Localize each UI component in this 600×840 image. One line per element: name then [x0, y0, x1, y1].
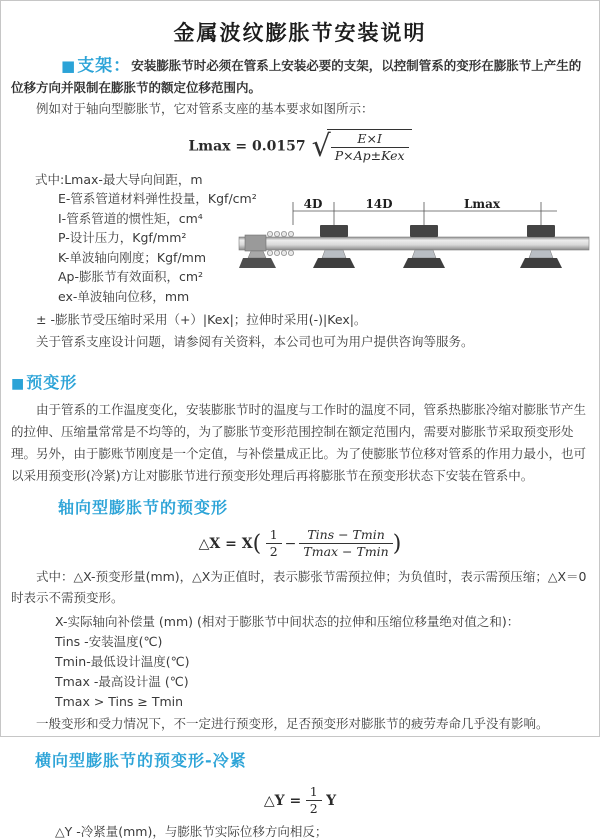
axial-note-line: 一般变形和受力情况下，不一定进行预变形，足否预变形对膨胀节的疲劳寿命几乎没有影响。	[36, 715, 549, 731]
predeform-heading-label: 预变形	[26, 372, 78, 392]
dimension-lines	[293, 202, 557, 225]
lateral-predeform-heading: 横向型膨胀节的预变形-冷紧	[35, 750, 247, 770]
definition-line: P-设计压力，Kgf/mm²	[58, 230, 187, 246]
support-heading-label: 支架：	[77, 56, 132, 76]
lateral-note-line: △Y -冷紧量(mm)，与膨胀节实际位移方向相反；	[55, 824, 328, 840]
temperature-denominator: Tmax − Tmin	[303, 544, 389, 560]
definition-line: K-单波轴向刚度；Kgf/mm	[58, 249, 206, 265]
half-fraction	[266, 528, 282, 560]
axial-note-line: Tmin-最低设计温度(℃)	[55, 653, 190, 669]
axial-note-line: Tins -安装温度(℃)	[55, 633, 163, 649]
lateral-formula-rhs: Y	[326, 792, 337, 809]
axial-formula-lhs: △X = X	[198, 535, 253, 552]
lateral-formula-lhs: △Y =	[263, 792, 302, 809]
axial-notes-block	[11, 566, 589, 734]
axial-note-line: Tmax -最高设计温 (℃)	[55, 673, 189, 689]
axial-predeform-heading: 轴向型膨胀节的预变形	[58, 497, 229, 517]
temperature-fraction	[299, 528, 392, 560]
axial-note-line: X-实际轴向补偿量 (mm) (相对于膨胀节中间状态的拉伸和压缩位移量绝对值之和)：	[55, 613, 520, 629]
pipe-support-diagram	[239, 195, 589, 295]
temperature-numerator: Tins − Tmin	[299, 528, 392, 544]
half-denominator: 2	[269, 544, 278, 560]
half-numerator: 1	[266, 528, 282, 544]
lateral-half-numerator: 1	[306, 785, 322, 801]
section-square-icon: ■	[11, 375, 26, 392]
lmax-formula-lhs: Lmax = 0.0157	[188, 138, 306, 155]
dim-label-lmax: Lmax	[463, 196, 501, 211]
definitions-and-diagram-row	[11, 170, 589, 308]
predeform-section-heading	[11, 370, 589, 393]
radicand	[327, 129, 412, 164]
predeform-body-paragraph: 由于管系的工作温度变化，安装膨胀节时的温度与工作时的温度不同，管系热膨胀冷缩对膨胀节产生的拉伸、压缩量常常是不均等的，为了膨胀节变形范围控制在额定范围内，需要对膨胀节采取预变形处理。另外，由于膨账节刚度是一个定值，与补偿量成正比。为了使膨胀节位移对管系的作用力最小，也可以采用预变形(冷紧)方让对膨胀节进行预变形处理后再将膨胀节在预变形状态下安装在管系中。	[11, 401, 587, 483]
support-section-heading	[61, 56, 131, 76]
definition-line: ex-单波轴向位移，mm	[58, 288, 190, 304]
page-title: 金属波纹膨胀节安装说明	[173, 21, 427, 45]
minus-operator: −	[284, 535, 297, 552]
support-intro-text: 安装膨胀节时必须在管系上安装必要的支架，以控制管系的变形在膨胀节上产生的位移方向并限制在膨胀节的额定位移范围内。	[11, 58, 582, 95]
dim-label-14d: 14D	[365, 196, 393, 211]
axial-note-line: 式中：△X-预变形量(mm)，△X为正值时，表示膨张节需预拉伸；为负值时，表示需预压缩；△X＝0时表示不需预变形。	[11, 568, 587, 605]
section-square-icon: ■	[61, 57, 77, 75]
lateral-half-denominator: 2	[309, 800, 318, 816]
consult-note-line: 关于管系支座设计问题，请参阅有关资料，本公司也可为用户提供咨询等服务。	[36, 333, 474, 349]
sqrt-symbol: √	[311, 128, 331, 164]
lateral-half-fraction	[306, 785, 322, 817]
definition-line: 式中:Lmax-最大导向间距，m	[35, 171, 203, 187]
kex-note-line: ± -膨胀节受压缩时采用（+）|Kex|；拉伸时采用(-)|Kex|。	[36, 311, 367, 327]
right-paren: )	[392, 531, 402, 557]
lmax-formula	[11, 129, 589, 164]
left-paren: (	[252, 531, 262, 557]
definition-line: E-管系管道材料弹性投量，Kgf/cm²	[58, 191, 257, 207]
lmax-fraction-denominator: P×Ap±Kex	[334, 148, 405, 164]
dim-label-4d: 4D	[303, 196, 323, 211]
lmax-fraction-numerator: E×I	[331, 132, 409, 148]
axial-formula	[11, 528, 589, 560]
support-example-line: 例如对于轴向型膨胀节，它对管系支座的基本要求如图所示：	[36, 101, 374, 116]
pipe	[239, 237, 589, 250]
support-intro-paragraph	[11, 55, 589, 98]
radical-group	[312, 129, 412, 164]
axial-note-line: Tmax > Tins ≥ Tmin	[55, 693, 184, 709]
definition-line: Ap-膨胀节有效面积，cm²	[58, 269, 204, 285]
lateral-formula	[11, 785, 589, 817]
lmax-fraction	[331, 132, 409, 164]
definition-line: I-管系管道的惯性矩，cm⁴	[58, 210, 203, 226]
